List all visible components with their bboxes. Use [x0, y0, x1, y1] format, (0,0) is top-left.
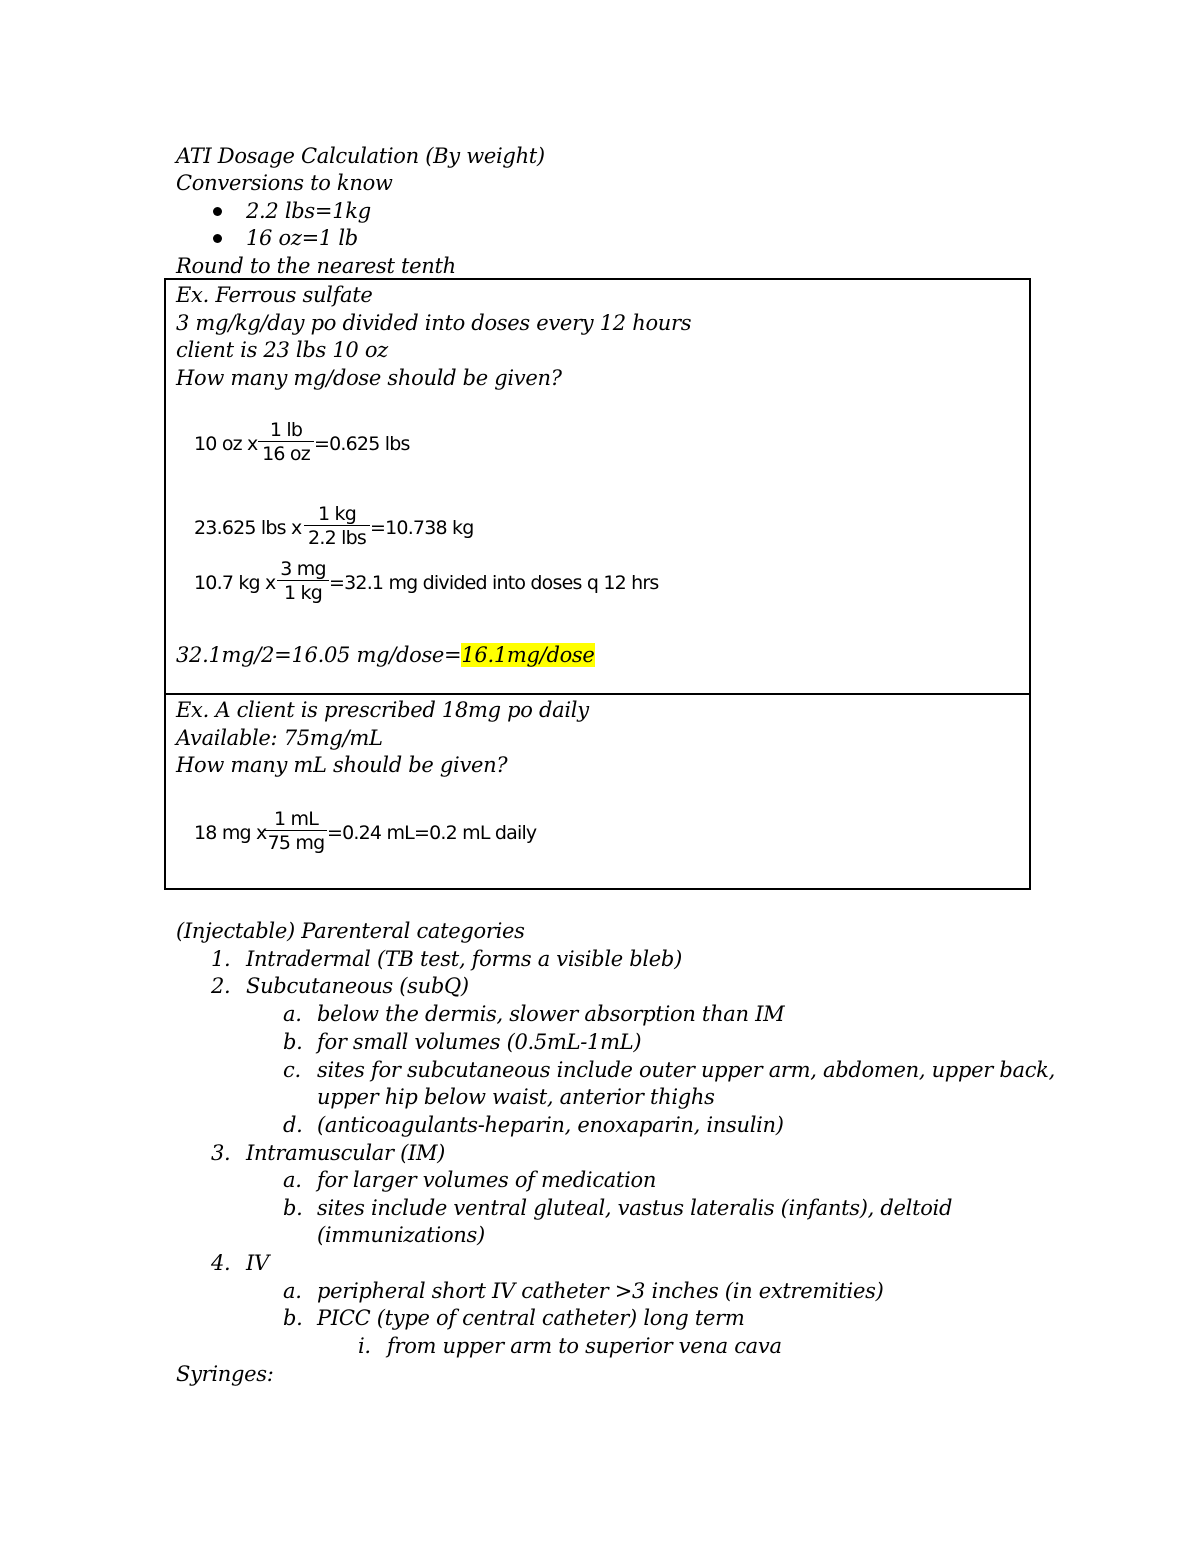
sub-list-item: peripheral short IV catheter >3 inches (in extremities)	[317, 1279, 884, 1303]
list-item: IV	[246, 1251, 269, 1275]
sub-list-item: sites for subcutaneous include outer upper arm, abdomen, upper back,	[317, 1058, 1055, 1082]
example2-line: How many mL should be given?	[176, 753, 508, 777]
equation-fraction	[277, 558, 329, 605]
example2-line: Available: 75mg/mL	[176, 726, 383, 750]
sub-list-marker: a.	[283, 1168, 302, 1192]
sub-list-item-continuation: (immunizations)	[317, 1223, 485, 1247]
equation-fraction	[265, 808, 327, 855]
equation-fraction	[258, 419, 314, 466]
fraction-numerator: 3 mg	[277, 558, 329, 581]
list-marker: 4.	[211, 1251, 231, 1275]
sub-list-item: (anticoagulants-heparin, enoxaparin, insulin)	[317, 1113, 784, 1137]
bullet-icon	[213, 207, 222, 216]
list-marker: 1.	[211, 947, 231, 971]
equation-right: =32.1 mg divided into doses q 12 hrs	[329, 572, 659, 594]
fraction-denominator: 1 kg	[284, 582, 322, 604]
equation-right: =0.24 mL=0.2 mL daily	[327, 822, 537, 844]
equation-left: 23.625 lbs x	[194, 517, 302, 539]
sub-list-marker: b.	[283, 1306, 303, 1330]
rounding-note: Round to the nearest tenth	[176, 254, 456, 278]
conversions-heading: Conversions to know	[176, 171, 393, 195]
fraction-denominator: 2.2 lbs	[308, 527, 366, 549]
equation-right: =10.738 kg	[370, 517, 474, 539]
list-marker: 3.	[211, 1141, 231, 1165]
sub-list-item: sites include ventral gluteal, vastus lateralis (infants), deltoid	[317, 1196, 953, 1220]
highlighted-answer: 16.1mg/dose	[461, 643, 595, 667]
sub-list-item-continuation: upper hip below waist, anterior thighs	[317, 1085, 715, 1109]
equation-right: =0.625 lbs	[314, 433, 410, 455]
sub-list-item: PICC (type of central catheter) long term	[317, 1306, 745, 1330]
sub-list-marker: b.	[283, 1196, 303, 1220]
sub-list-item: below the dermis, slower absorption than IM	[317, 1002, 785, 1026]
list-item: Intramuscular (IM)	[246, 1141, 446, 1165]
sub-sub-list-item: from upper arm to superior vena cava	[387, 1334, 782, 1358]
conversion-item: 16 oz=1 lb	[246, 226, 358, 250]
sub-list-marker: b.	[283, 1030, 303, 1054]
syringes-heading: Syringes:	[176, 1362, 274, 1386]
example1-line: client is 23 lbs 10 oz	[176, 338, 388, 362]
fraction-denominator: 16 oz	[262, 443, 310, 465]
fraction-denominator: 75 mg	[267, 832, 325, 854]
bullet-icon	[213, 234, 222, 243]
example1-line: How many mg/dose should be given?	[176, 366, 562, 390]
example1-line: Ex. Ferrous sulfate	[176, 283, 373, 307]
example2-line: Ex. A client is prescribed 18mg po daily	[176, 698, 589, 722]
sub-list-marker: d.	[283, 1113, 303, 1137]
final-calculation: 32.1mg/2=16.05 mg/dose=	[176, 643, 462, 667]
sub-list-marker: a.	[283, 1002, 302, 1026]
conversion-item: 2.2 lbs=1kg	[246, 199, 371, 223]
sub-list-marker: c.	[283, 1058, 301, 1082]
fraction-numerator: 1 mL	[265, 808, 327, 831]
equation-fraction	[304, 503, 370, 550]
sub-list-item: for small volumes (0.5mL-1mL)	[317, 1030, 642, 1054]
sub-sub-list-marker: i.	[358, 1334, 371, 1358]
equation-left: 10 oz x	[194, 433, 258, 455]
sub-list-marker: a.	[283, 1279, 302, 1303]
parenteral-heading: (Injectable) Parenteral categories	[176, 919, 525, 943]
example1-final-line	[176, 641, 595, 669]
fraction-numerator: 1 lb	[258, 419, 314, 442]
example1-line: 3 mg/kg/day po divided into doses every 12 hours	[176, 311, 692, 335]
fraction-numerator: 1 kg	[304, 503, 370, 526]
list-item: Subcutaneous (subQ)	[246, 974, 469, 998]
equation-left: 18 mg x	[194, 822, 267, 844]
sub-list-item: for larger volumes of medication	[317, 1168, 657, 1192]
document-title: ATI Dosage Calculation (By weight)	[176, 144, 545, 168]
list-item: Intradermal (TB test, forms a visible bleb)	[246, 947, 682, 971]
equation-left: 10.7 kg x	[194, 572, 276, 594]
list-marker: 2.	[211, 974, 231, 998]
